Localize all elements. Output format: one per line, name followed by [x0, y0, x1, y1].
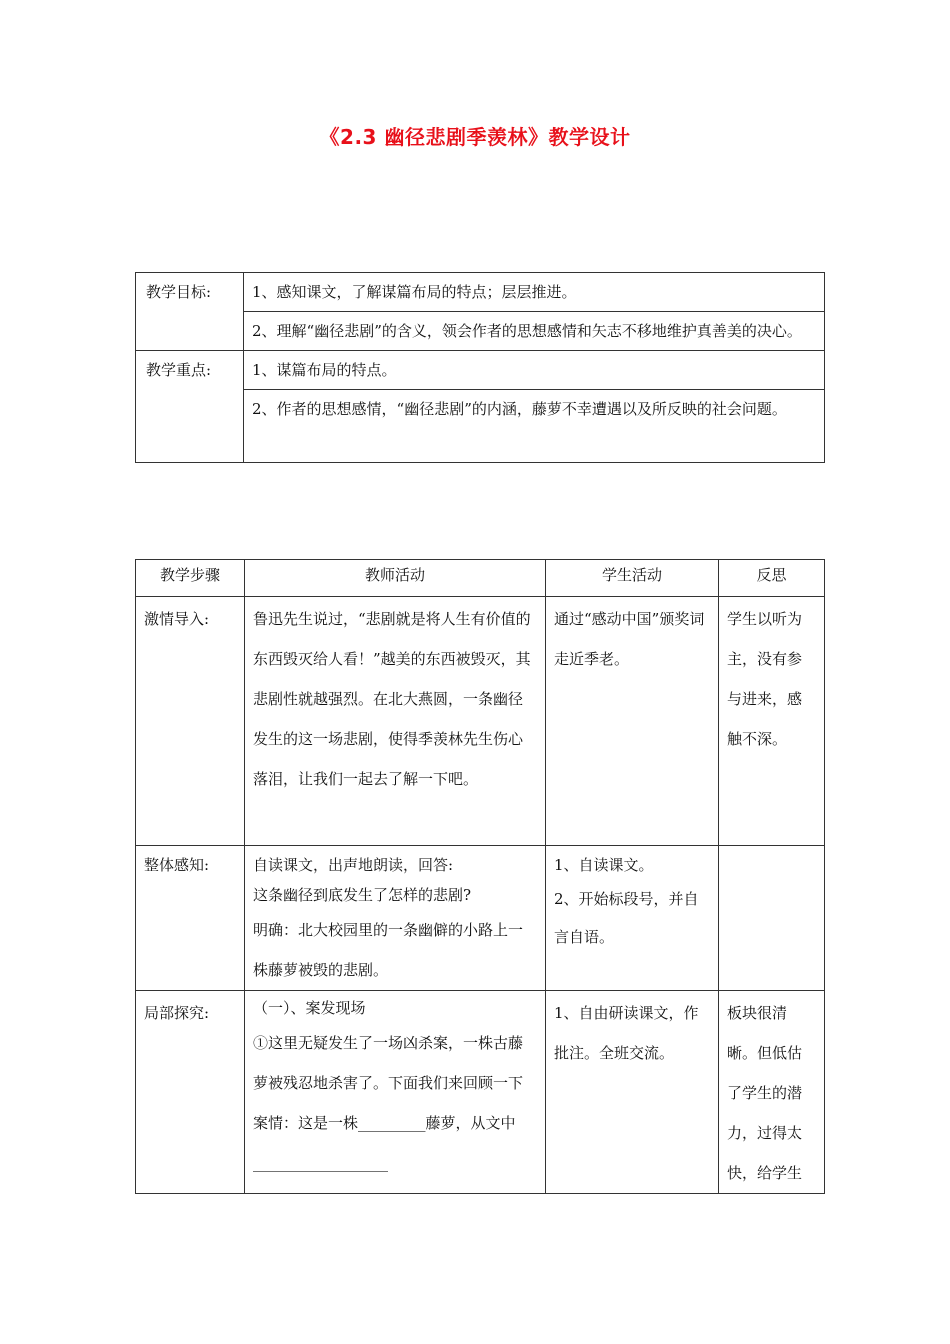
reflection: 板块很清晰。但低估了学生的潜力，过得太快，给学生: [719, 991, 825, 1194]
step-label: 激情导入:: [136, 597, 245, 846]
step-label: 局部探究:: [136, 991, 245, 1194]
teaching-steps-table: [135, 559, 825, 1194]
header-step: 教学步骤: [136, 560, 245, 597]
student-activity: 通过“感动中国”颁奖词走近季老。: [546, 597, 719, 846]
reflection: 学生以听为主，没有参与进来，感触不深。: [719, 597, 825, 846]
teacher-line: 自读课文，出声地朗读，回答:: [253, 856, 454, 874]
header-teacher: 教师活动: [245, 560, 546, 597]
goal-item: 1、感知课文，了解谋篇布局的特点；层层推进。: [244, 273, 825, 312]
student-activity: 1、自由研读课文，作批注。全班交流。: [546, 991, 719, 1194]
student-line: 1、自读课文。: [554, 856, 654, 874]
teacher-activity: 鲁迅先生说过，“悲剧就是将人生有价值的东西毁灭给人看！”越美的东西被毁灭，其悲剧性就越强烈。在北大燕圆，一条幽径发生的这一场悲剧，使得季羡林先生伤心落泪，让我们一起去了解一下吧。: [245, 597, 546, 846]
teacher-activity: [245, 846, 546, 991]
focus-label: 教学重点:: [136, 351, 244, 463]
teacher-line: ①这里无疑发生了一场凶杀案，一株古藤萝被残忍地杀害了。下面我们来回顾一下案情：这是一株_________藤萝，从文中__________________: [253, 1034, 524, 1172]
table-row: [136, 597, 825, 846]
header-student: 学生活动: [546, 560, 719, 597]
student-line: 2、开始标段号，并自言自语。: [554, 890, 699, 946]
focus-item: 1、谋篇布局的特点。: [244, 351, 825, 390]
step-label: 整体感知:: [136, 846, 245, 991]
student-activity: [546, 846, 719, 991]
teacher-line: 这条幽径到底发生了怎样的悲剧?: [253, 886, 472, 904]
teacher-activity: [245, 991, 546, 1194]
teacher-line: （一）、案发现场: [253, 999, 366, 1017]
table-row: [136, 846, 825, 991]
reflection: [719, 846, 825, 991]
table-row: [136, 273, 825, 312]
table-row: [136, 351, 825, 390]
goals-label: 教学目标:: [136, 273, 244, 351]
objectives-table: [135, 272, 825, 463]
goal-item: 2、理解“幽径悲剧”的含义，领会作者的思想感情和矢志不移地维护真善美的决心。: [244, 312, 825, 351]
document-title: 《2.3 幽径悲剧季羡林》教学设计: [319, 125, 631, 149]
focus-item: 2、作者的思想感情，“幽径悲剧”的内涵，藤萝不幸遭遇以及所反映的社会问题。: [244, 390, 825, 463]
teacher-line: 明确：北大校园里的一条幽僻的小路上一株藤萝被毁的悲剧。: [253, 921, 524, 979]
table-row: [136, 991, 825, 1194]
header-reflection: 反思: [719, 560, 825, 597]
table-header-row: [136, 560, 825, 597]
